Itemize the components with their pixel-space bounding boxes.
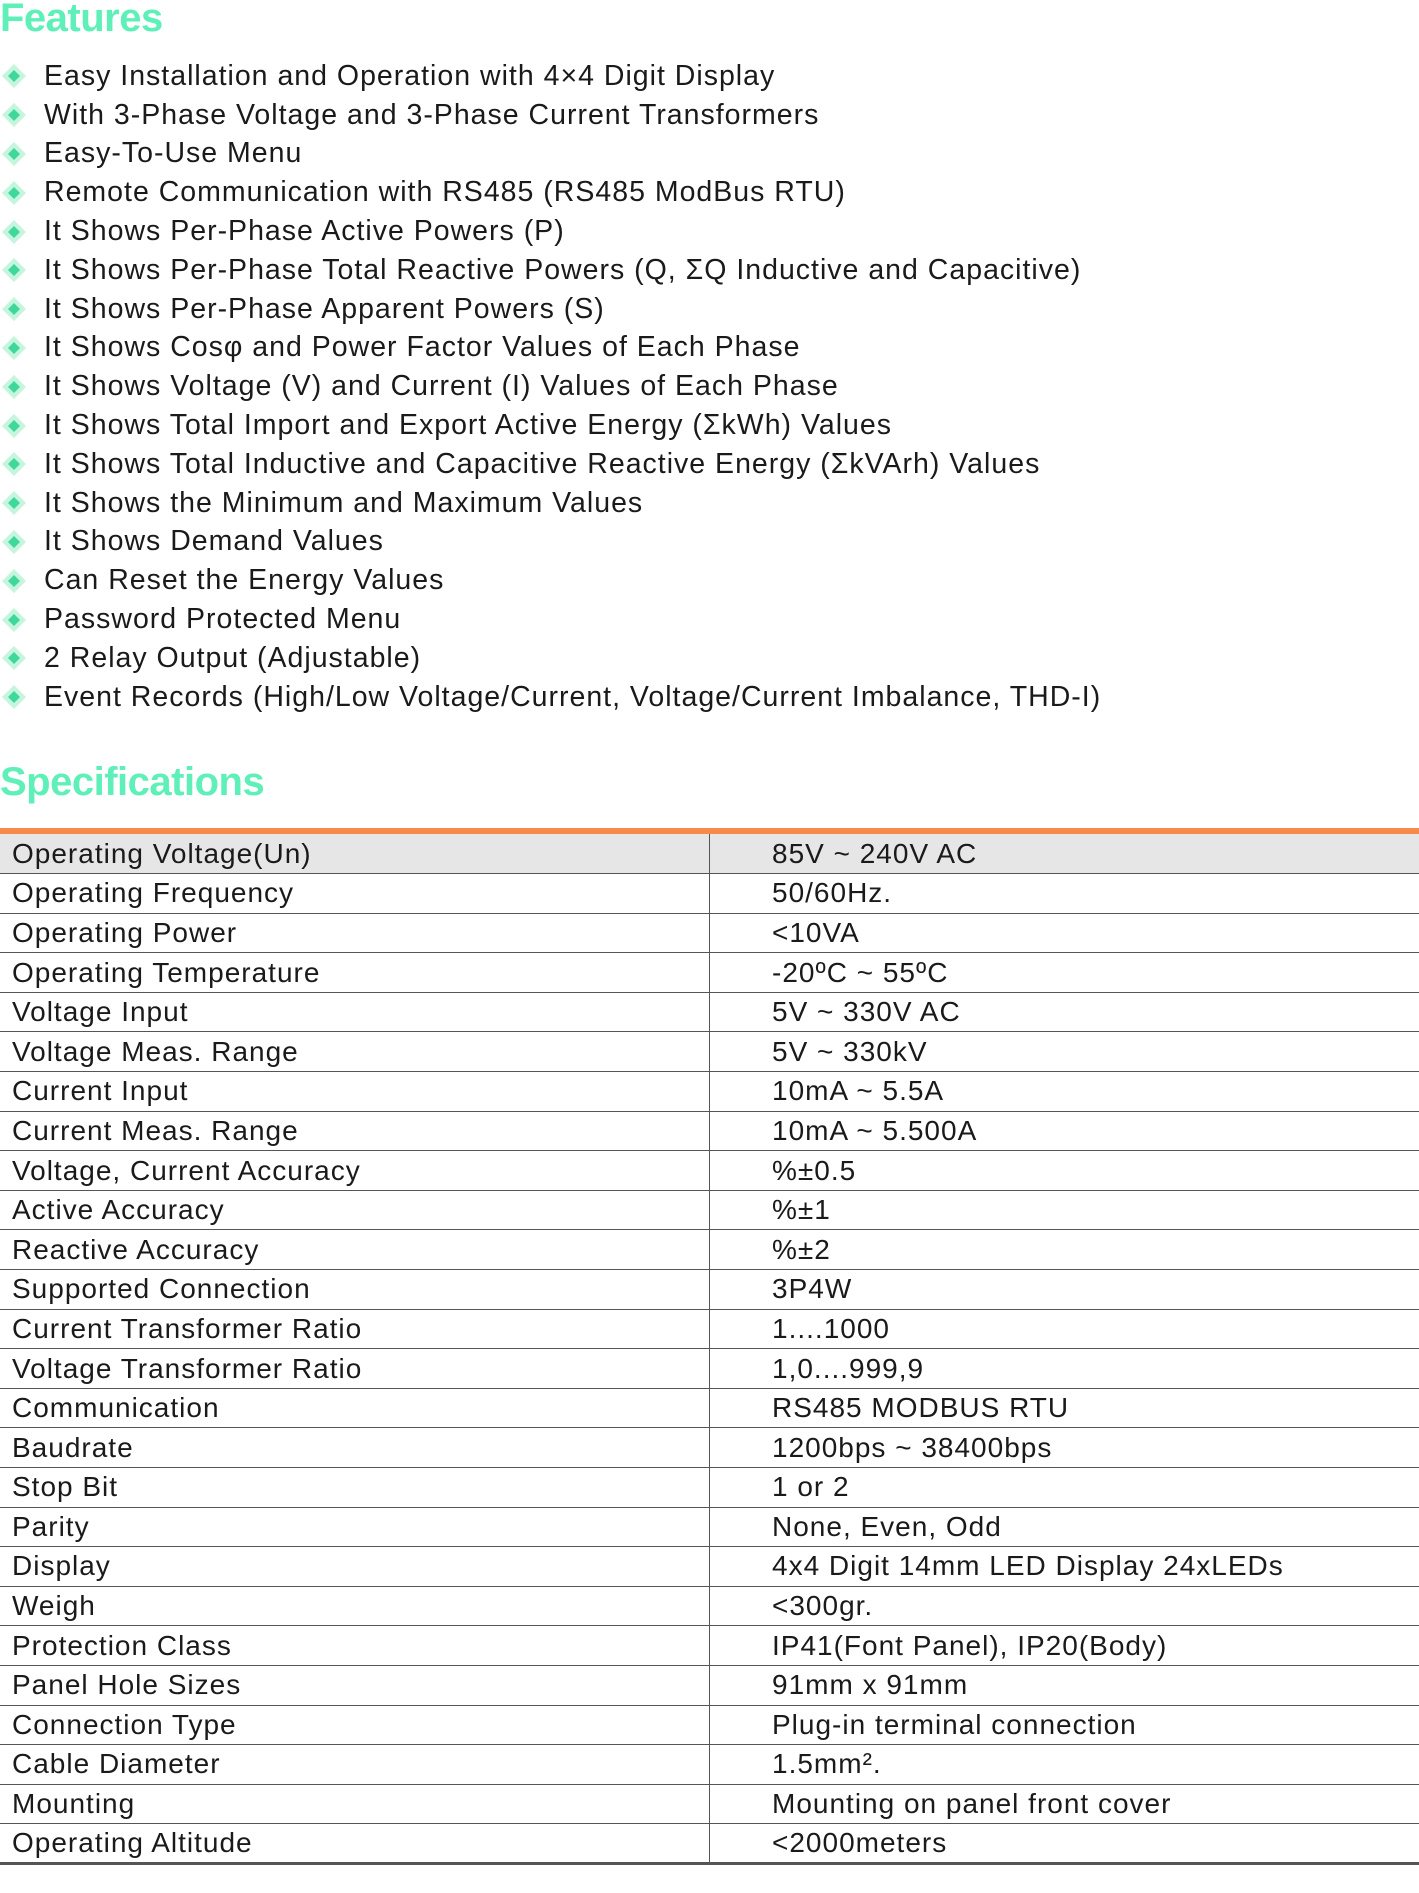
feature-list-item <box>0 251 1400 290</box>
feature-text: It Shows Demand Values <box>44 525 384 558</box>
spec-label: Operating Altitude <box>0 1824 710 1864</box>
spec-label: Weigh <box>0 1586 710 1626</box>
spec-label: Mounting <box>0 1784 710 1824</box>
spec-row <box>0 1072 1419 1112</box>
feature-text: Remote Communication with RS485 (RS485 ModBus RTU) <box>44 176 846 209</box>
spec-label: Operating Frequency <box>0 874 710 914</box>
feature-list-item <box>0 406 1400 445</box>
spec-label: Voltage Input <box>0 992 710 1032</box>
spec-value: %±1 <box>710 1190 1419 1230</box>
features-list <box>0 57 1400 717</box>
feature-list-item <box>0 135 1400 174</box>
feature-text: It Shows Per-Phase Total Reactive Powers (Q, ΣQ Inductive and Capacitive) <box>44 253 1082 286</box>
spec-label: Connection Type <box>0 1705 710 1745</box>
spec-value: <2000meters <box>710 1824 1419 1864</box>
feature-list-item <box>0 212 1400 251</box>
spec-row <box>0 1230 1419 1270</box>
spec-row <box>0 1665 1419 1705</box>
feature-text: It Shows Total Inductive and Capacitive Reactive Energy (ΣkVArh) Values <box>44 447 1041 480</box>
spec-value: 5V ~ 330kV <box>710 1032 1419 1072</box>
spec-label: Operating Power <box>0 913 710 953</box>
spec-label: Parity <box>0 1507 710 1547</box>
diamond-bullet-icon <box>0 256 28 284</box>
spec-value: Plug-in terminal connection <box>710 1705 1419 1745</box>
diamond-bullet-icon <box>0 295 28 323</box>
diamond-bullet-icon <box>0 644 28 672</box>
spec-value: 1,0....999,9 <box>710 1349 1419 1389</box>
spec-value: 5V ~ 330V AC <box>710 992 1419 1032</box>
spec-value: 3P4W <box>710 1270 1419 1310</box>
spec-row <box>0 1151 1419 1191</box>
spec-row <box>0 913 1419 953</box>
feature-list-item <box>0 639 1400 678</box>
spec-value: None, Even, Odd <box>710 1507 1419 1547</box>
feature-list-item <box>0 600 1400 639</box>
spec-row <box>0 1309 1419 1349</box>
spec-row <box>0 1032 1419 1072</box>
feature-list-item <box>0 445 1400 484</box>
feature-text: It Shows the Minimum and Maximum Values <box>44 486 644 519</box>
spec-value: Mounting on panel front cover <box>710 1784 1419 1824</box>
diamond-bullet-icon <box>0 334 28 362</box>
spec-row <box>0 874 1419 914</box>
spec-row <box>0 1388 1419 1428</box>
feature-text: It Shows Total Import and Export Active Energy (ΣkWh) Values <box>44 409 892 442</box>
feature-list-item <box>0 367 1400 406</box>
spec-label: Display <box>0 1547 710 1587</box>
spec-value: 91mm x 91mm <box>710 1665 1419 1705</box>
spec-row <box>0 1507 1419 1547</box>
diamond-bullet-icon <box>0 412 28 440</box>
feature-list-item <box>0 96 1400 135</box>
spec-row <box>0 1705 1419 1745</box>
feature-list-item <box>0 290 1400 329</box>
feature-list-item <box>0 678 1400 717</box>
feature-text: Password Protected Menu <box>44 603 402 636</box>
spec-value: 1 or 2 <box>710 1468 1419 1508</box>
spec-row <box>0 1626 1419 1666</box>
diamond-bullet-icon <box>0 62 28 90</box>
spec-label: Voltage, Current Accuracy <box>0 1151 710 1191</box>
feature-text: Event Records (High/Low Voltage/Current, Voltage/Current Imbalance, THD-I) <box>44 680 1102 713</box>
feature-text: With 3-Phase Voltage and 3-Phase Current Transformers <box>44 98 820 131</box>
spec-row <box>0 1111 1419 1151</box>
spec-row <box>0 1468 1419 1508</box>
feature-list-item <box>0 523 1400 562</box>
spec-label: Communication <box>0 1388 710 1428</box>
spec-label: Panel Hole Sizes <box>0 1665 710 1705</box>
feature-list-item <box>0 484 1400 523</box>
diamond-bullet-icon <box>0 450 28 478</box>
diamond-bullet-icon <box>0 218 28 246</box>
spec-row <box>0 1270 1419 1310</box>
spec-label: Cable Diameter <box>0 1745 710 1785</box>
diamond-bullet-icon <box>0 489 28 517</box>
spec-label: Stop Bit <box>0 1468 710 1508</box>
spec-label: Protection Class <box>0 1626 710 1666</box>
feature-text: It Shows Per-Phase Apparent Powers (S) <box>44 292 605 325</box>
diamond-bullet-icon <box>0 101 28 129</box>
spec-value: 50/60Hz. <box>710 874 1419 914</box>
spec-label: Operating Voltage(Un) <box>0 834 710 874</box>
spec-row <box>0 1190 1419 1230</box>
spec-value: RS485 MODBUS RTU <box>710 1388 1419 1428</box>
spec-value: 1.5mm². <box>710 1745 1419 1785</box>
feature-text: It Shows Cosφ and Power Factor Values of Each Phase <box>44 331 801 364</box>
spec-label: Current Transformer Ratio <box>0 1309 710 1349</box>
spec-row <box>0 1824 1419 1864</box>
spec-value: 85V ~ 240V AC <box>710 834 1419 874</box>
spec-row <box>0 1428 1419 1468</box>
feature-text: Easy-To-Use Menu <box>44 137 303 170</box>
spec-row <box>0 1547 1419 1587</box>
feature-list-item <box>0 173 1400 212</box>
spec-value: 10mA ~ 5.500A <box>710 1111 1419 1151</box>
spec-value: <10VA <box>710 913 1419 953</box>
spec-value: -20ºC ~ 55ºC <box>710 953 1419 993</box>
diamond-bullet-icon <box>0 140 28 168</box>
spec-value: IP41(Font Panel), IP20(Body) <box>710 1626 1419 1666</box>
spec-label: Voltage Transformer Ratio <box>0 1349 710 1389</box>
spec-label: Current Meas. Range <box>0 1111 710 1151</box>
spec-row <box>0 992 1419 1032</box>
feature-list-item <box>0 57 1400 96</box>
spec-value: 4x4 Digit 14mm LED Display 24xLEDs <box>710 1547 1419 1587</box>
diamond-bullet-icon <box>0 179 28 207</box>
feature-list-item <box>0 329 1400 368</box>
feature-text: It Shows Voltage (V) and Current (I) Values of Each Phase <box>44 370 839 403</box>
spec-label: Supported Connection <box>0 1270 710 1310</box>
feature-list-item <box>0 561 1400 600</box>
diamond-bullet-icon <box>0 683 28 711</box>
features-heading: Features <box>0 0 163 40</box>
spec-value: %±0.5 <box>710 1151 1419 1191</box>
spec-value: 1200bps ~ 38400bps <box>710 1428 1419 1468</box>
feature-text: Easy Installation and Operation with 4×4 Digit Display <box>44 59 776 92</box>
spec-label: Baudrate <box>0 1428 710 1468</box>
feature-text: Can Reset the Energy Values <box>44 564 445 597</box>
specifications-table <box>0 828 1419 1865</box>
feature-text: It Shows Per-Phase Active Powers (P) <box>44 215 565 248</box>
spec-label: Reactive Accuracy <box>0 1230 710 1270</box>
spec-row <box>0 1745 1419 1785</box>
spec-row <box>0 1586 1419 1626</box>
spec-row <box>0 1784 1419 1824</box>
spec-value: <300gr. <box>710 1586 1419 1626</box>
spec-value: 10mA ~ 5.5A <box>710 1072 1419 1112</box>
spec-value: %±2 <box>710 1230 1419 1270</box>
diamond-bullet-icon <box>0 373 28 401</box>
spec-value: 1....1000 <box>710 1309 1419 1349</box>
spec-label: Voltage Meas. Range <box>0 1032 710 1072</box>
diamond-bullet-icon <box>0 567 28 595</box>
spec-row <box>0 834 1419 874</box>
diamond-bullet-icon <box>0 606 28 634</box>
spec-row <box>0 1349 1419 1389</box>
spec-label: Active Accuracy <box>0 1190 710 1230</box>
spec-label: Current Input <box>0 1072 710 1112</box>
spec-row <box>0 953 1419 993</box>
feature-text: 2 Relay Output (Adjustable) <box>44 641 422 674</box>
spec-label: Operating Temperature <box>0 953 710 993</box>
specifications-heading: Specifications <box>0 760 265 804</box>
diamond-bullet-icon <box>0 528 28 556</box>
